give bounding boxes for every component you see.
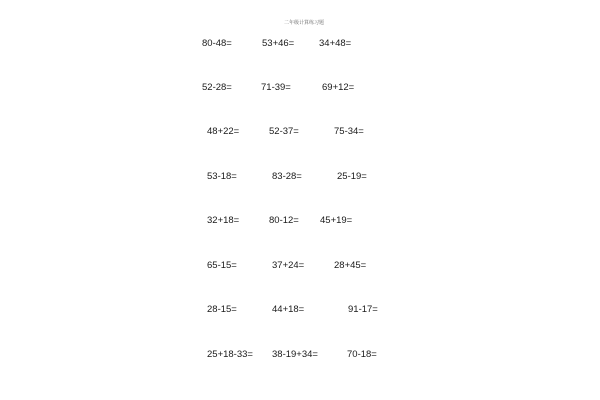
problem: 32+18= (207, 215, 240, 226)
problem: 25-19= (337, 171, 367, 182)
problem: 65-15= (207, 260, 237, 271)
problem: 45+19= (320, 215, 353, 226)
problem: 25+18-33= (207, 349, 253, 360)
problem: 70-18= (347, 349, 377, 360)
problem: 28+45= (334, 260, 367, 271)
problem: 37+24= (272, 260, 305, 271)
problem: 71-39= (261, 82, 291, 93)
problem: 91-17= (348, 304, 378, 315)
problem: 80-12= (269, 215, 299, 226)
problem: 53-18= (207, 171, 237, 182)
problem: 69+12= (322, 82, 355, 93)
problem: 52-37= (269, 126, 299, 137)
problem: 38-19+34= (272, 349, 318, 360)
problem: 83-28= (272, 171, 302, 182)
problem: 52-28= (202, 82, 232, 93)
worksheet-title: 二年级计算练习题 (284, 20, 325, 26)
problem: 34+48= (319, 38, 352, 49)
problem: 48+22= (207, 126, 240, 137)
problem: 75-34= (334, 126, 364, 137)
problem: 80-48= (202, 38, 232, 49)
problem: 28-15= (207, 304, 237, 315)
problem: 53+46= (262, 38, 295, 49)
problem: 44+18= (272, 304, 305, 315)
